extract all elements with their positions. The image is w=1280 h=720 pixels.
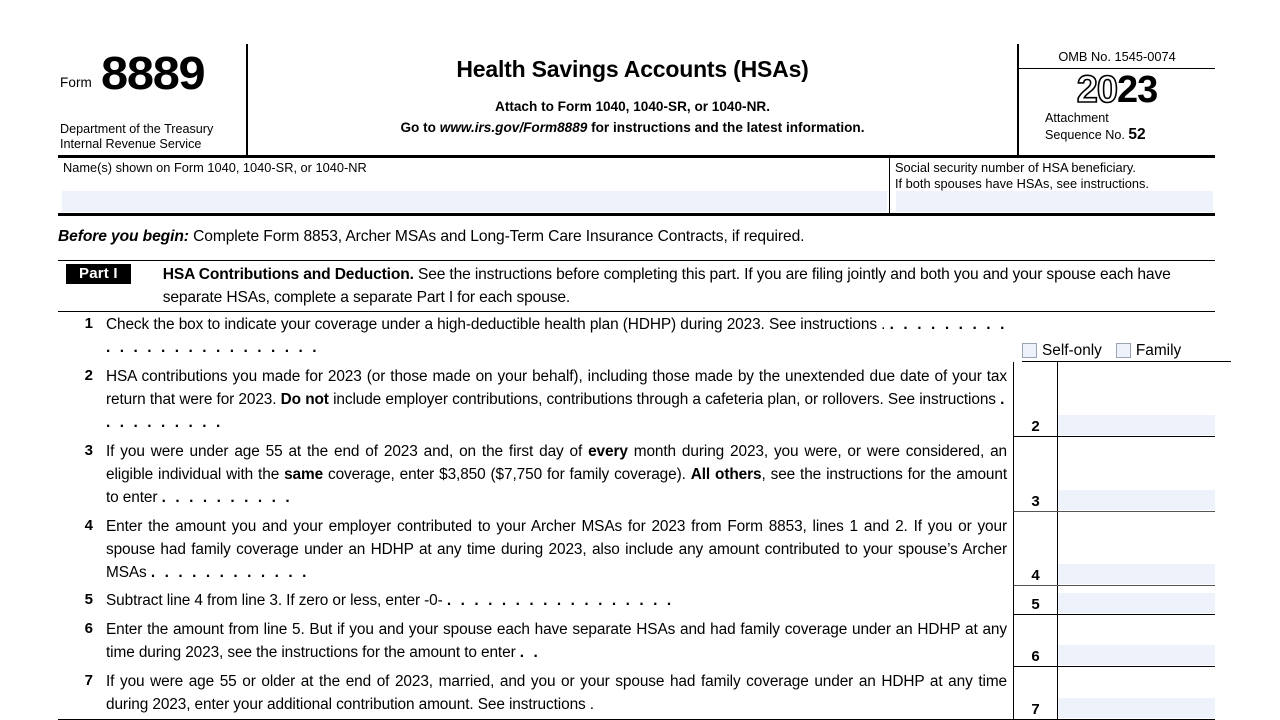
line-3-instruction-d: , see the instructions for the amount to enter bbox=[106, 465, 1007, 506]
tax-year bbox=[1019, 70, 1215, 110]
header-omb-block bbox=[1019, 44, 1215, 155]
line-7-entry-box bbox=[1013, 667, 1215, 719]
line-1-coverage-checkboxes bbox=[1013, 310, 1215, 362]
goto-prefix: Go to bbox=[400, 120, 440, 135]
line-6-number: 6 bbox=[84, 620, 93, 638]
line-7-box-number bbox=[1014, 667, 1058, 719]
line-1-text bbox=[106, 310, 1013, 362]
line-5-box-number bbox=[1014, 586, 1058, 614]
family-label: Family bbox=[1135, 341, 1182, 359]
line-1-leader-dots: . . . . . . . . . . . . . . . . . . . . . . . . . bbox=[106, 316, 1007, 356]
goto-instruction bbox=[248, 120, 1017, 135]
line-3-number: 3 bbox=[84, 441, 93, 459]
line-7-instruction: If you were age 55 or older at the end of 2023, married, and you or your spouse had family coverage under an HDHP at any time during 2023, enter your additional contribution amount. See instructions . bbox=[106, 673, 1007, 714]
part-1-chip: Part I bbox=[66, 264, 131, 284]
form-word-label: Form bbox=[60, 75, 92, 91]
line-6-amount-input[interactable] bbox=[1058, 645, 1215, 665]
header-title-block bbox=[248, 44, 1019, 155]
line-5-text bbox=[106, 586, 1013, 615]
header-form-identity bbox=[58, 44, 248, 155]
form-number-block bbox=[60, 47, 205, 99]
line-4-text bbox=[106, 512, 1013, 587]
part-1-description bbox=[163, 263, 1215, 309]
checkbox-family[interactable] bbox=[1116, 342, 1181, 360]
page-title: Health Savings Accounts (HSAs) bbox=[456, 56, 809, 82]
line-6-leader-dots: . . bbox=[519, 644, 541, 662]
line-7-text bbox=[106, 667, 1013, 719]
ssn-label-line2: If both spouses have HSAs, see instructions. bbox=[895, 176, 1149, 192]
line-6-row bbox=[58, 615, 1215, 667]
line-2-leader-dots: . . . . . . . . . . bbox=[106, 390, 1007, 431]
before-you-begin-label: Before you begin: bbox=[58, 228, 189, 245]
attachment-sequence bbox=[1019, 111, 1215, 145]
issuing-agency bbox=[60, 122, 213, 153]
line-4-leader-dots: . . . . . . . . . . . . bbox=[150, 563, 309, 581]
line-4-instruction: Enter the amount you and your employer contributed to your Archer MSAs for 2023 from Form 8853, lines 1 and 2. If you or your spouse had family coverage under an HDHP at any time during 2023, also include any amount contributed to your spouse’s Archer MSAs bbox=[106, 517, 1007, 581]
line-3-instruction-a: If you were under age 55 at the end of 2023 and, on the first day of bbox=[106, 442, 589, 460]
ssn-input[interactable] bbox=[896, 191, 1213, 212]
tax-year-century: 20 bbox=[1076, 68, 1117, 111]
line-1-instruction: Check the box to indicate your coverage under a high-deductible health plan (HDHP) during 2023. See instructions . bbox=[106, 316, 886, 333]
line-3-emphasis-2: same bbox=[284, 465, 324, 483]
line-2-amount-input[interactable] bbox=[1058, 415, 1215, 435]
part-1-lines bbox=[58, 310, 1215, 720]
line-5-number: 5 bbox=[84, 591, 93, 609]
omb-number: OMB No. 1545-0074 bbox=[1019, 44, 1215, 69]
before-you-begin-text: Complete Form 8853, Archer MSAs and Long-Term Care Insurance Contracts, if required. bbox=[188, 228, 805, 245]
family-checkbox-icon[interactable] bbox=[1116, 343, 1131, 358]
line-5-instruction: Subtract line 4 from line 3. If zero or less, enter -0- bbox=[106, 592, 443, 610]
line-4-amount-cell bbox=[1058, 512, 1215, 586]
tax-year-digits: 23 bbox=[1117, 68, 1158, 111]
part-1-heading: HSA Contributions and Deduction. bbox=[162, 266, 414, 283]
line-6-entry-box bbox=[1013, 615, 1215, 667]
line-3-instruction-b: month during 2023, you were, or were considered, an eligible individual with the bbox=[106, 442, 1007, 483]
line-1-number: 1 bbox=[84, 315, 93, 332]
line-3-leader-dots: . . . . . . . . . . bbox=[161, 488, 293, 506]
line-3-instruction-c: coverage, enter $3,850 ($7,750 for family coverage). bbox=[323, 465, 691, 483]
ssn-cell bbox=[890, 158, 1215, 213]
sequence-line bbox=[1045, 126, 1215, 145]
line-7-number: 7 bbox=[84, 672, 93, 690]
line-6-instruction: Enter the amount from line 5. But if you and your spouse each have separate HSAs and had family coverage under an HDHP at any time during 2023, see the instructions for the amount to enter bbox=[106, 621, 1007, 662]
line-6-text bbox=[106, 615, 1013, 667]
line-7-amount-input[interactable] bbox=[1058, 698, 1215, 718]
self-only-checkbox-icon[interactable] bbox=[1022, 343, 1037, 358]
line-3-box-number bbox=[1014, 437, 1058, 511]
ssn-label-line1: Social security number of HSA beneficiary. bbox=[895, 160, 1136, 175]
line-2-amount-cell bbox=[1058, 362, 1215, 436]
line-6-box-number-text: 6 bbox=[1031, 648, 1040, 666]
line-2-text bbox=[106, 362, 1013, 437]
name-input[interactable] bbox=[62, 191, 887, 212]
line-3-emphasis-1: every bbox=[588, 442, 628, 460]
line-5-box-number-text: 5 bbox=[1031, 596, 1040, 614]
line-3-text bbox=[106, 437, 1013, 512]
self-only-label: Self-only bbox=[1042, 341, 1102, 359]
line-4-amount-input[interactable] bbox=[1058, 564, 1215, 584]
line-2-number: 2 bbox=[84, 366, 93, 384]
line-5-amount-cell bbox=[1058, 586, 1215, 614]
line-2-emphasis: Do not bbox=[280, 390, 329, 408]
line-5-leader-dots: . . . . . . . . . . . . . . . . . bbox=[446, 592, 674, 610]
line-3-box-number-text: 3 bbox=[1031, 492, 1040, 510]
identity-row bbox=[58, 158, 1215, 216]
goto-url[interactable]: www.irs.gov/Form8889 bbox=[439, 120, 588, 135]
line-6-box-number bbox=[1014, 615, 1058, 666]
line-1-row bbox=[58, 310, 1215, 362]
line-4-row bbox=[58, 512, 1215, 587]
form-header bbox=[58, 44, 1215, 158]
sequence-label: Sequence No. bbox=[1045, 128, 1125, 143]
line-2-box-number bbox=[1014, 362, 1058, 436]
line-2-box-number-text: 2 bbox=[1031, 417, 1040, 435]
line-2-instruction-b: include employer contributions, contributions through a cafeteria plan, or rollovers. See instructions bbox=[328, 390, 996, 408]
form-number: 8889 bbox=[100, 47, 205, 99]
line-5-entry-box bbox=[1013, 586, 1215, 615]
line-4-box-number-text: 4 bbox=[1031, 567, 1040, 585]
line-3-amount-cell bbox=[1058, 437, 1215, 511]
line-4-number: 4 bbox=[84, 516, 93, 534]
department-label: Department of the Treasury bbox=[60, 121, 214, 136]
line-5-row bbox=[58, 586, 1215, 615]
line-7-box-number-text: 7 bbox=[1031, 701, 1040, 719]
goto-suffix: for instructions and the latest information. bbox=[587, 120, 865, 135]
line-3-entry-box bbox=[1013, 437, 1215, 512]
line-3-emphasis-3: All others bbox=[690, 465, 762, 483]
name-cell bbox=[58, 158, 890, 213]
sequence-number: 52 bbox=[1128, 126, 1146, 144]
attachment-label: Attachment bbox=[1045, 111, 1109, 125]
checkbox-self-only[interactable] bbox=[1022, 342, 1102, 360]
name-label: Name(s) shown on Form 1040, 1040-SR, or 1040-NR bbox=[63, 160, 367, 175]
part-1-banner bbox=[58, 260, 1215, 312]
attach-to-instruction: Attach to Form 1040, 1040-SR, or 1040-NR. bbox=[495, 99, 770, 114]
part-1-subtext: See the instructions before completing this part. If you are filing jointly and both you and your spouse each have separate HSAs, complete a separate Part I for each spouse. bbox=[162, 266, 1171, 307]
agency-label: Internal Revenue Service bbox=[60, 137, 202, 152]
ssn-label bbox=[890, 158, 1215, 193]
line-3-amount-input[interactable] bbox=[1058, 490, 1215, 510]
line-2-instruction-a: HSA contributions you made for 2023 (or those made on your behalf), including those made by the unextended due date of your tax return that were for 2023. bbox=[106, 367, 1007, 408]
line-4-entry-box bbox=[1013, 512, 1215, 587]
line-7-amount-cell bbox=[1058, 667, 1215, 719]
line-7-row bbox=[58, 667, 1215, 719]
line-3-row bbox=[58, 437, 1215, 512]
line-2-row bbox=[58, 362, 1215, 437]
line-4-box-number bbox=[1014, 512, 1058, 586]
line-2-entry-box bbox=[1013, 362, 1215, 437]
line-5-amount-input[interactable] bbox=[1058, 593, 1215, 613]
before-you-begin bbox=[58, 228, 1215, 246]
line-6-amount-cell bbox=[1058, 615, 1215, 666]
